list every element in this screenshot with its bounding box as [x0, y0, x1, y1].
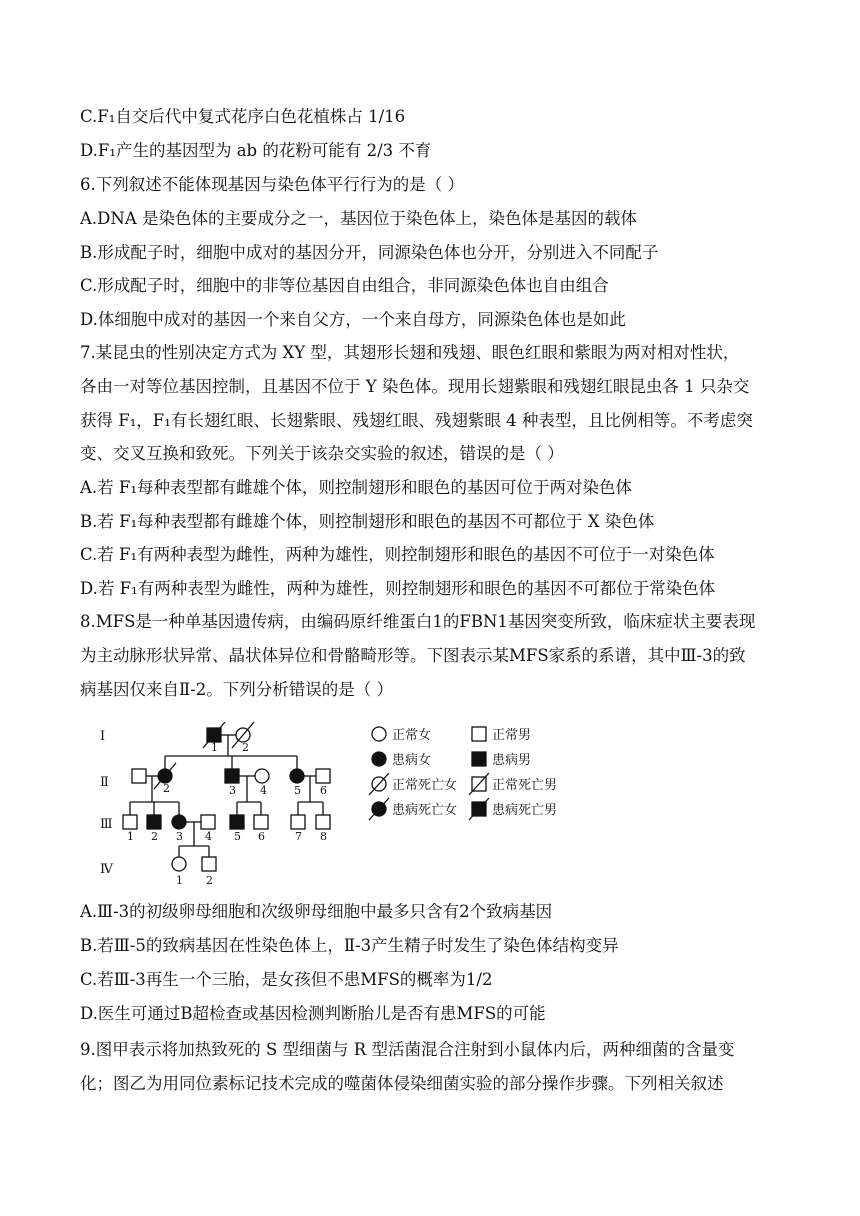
q6-stem: 6.下列叙述不能体现基因与染色体平行行为的是（ ）	[80, 175, 464, 194]
legend-affected-male-icon	[472, 752, 486, 766]
q8-stem-line1: 8.MFS是一种单基因遗传病，由编码原纤维蛋白1的FBN1基因突变所致，临床症状主要表现	[80, 612, 756, 631]
svg-text:2: 2	[163, 782, 170, 795]
g4-1-normal-female	[172, 857, 186, 871]
svg-text:2: 2	[206, 874, 213, 887]
q7-stem-line3: 获得 F₁，F₁有长翅红眼、长翅紫眼、残翅红眼、残翅紫眼 4 种表型，且比例相等。不考虑突	[80, 411, 753, 430]
svg-text:7: 7	[295, 830, 302, 843]
svg-text:1: 1	[127, 830, 134, 843]
g2-1-normal-male	[132, 769, 146, 783]
g3-4-normal-male	[201, 815, 215, 829]
svg-text:6: 6	[258, 830, 265, 843]
svg-text:5: 5	[294, 784, 301, 797]
g2-3-affected-male	[225, 769, 239, 783]
gen-label-3: Ⅲ	[100, 817, 113, 832]
g3-6-normal-male	[254, 815, 268, 829]
q8-option-a: A.Ⅲ-3的初级卵母细胞和次级卵母细胞中最多只含有2个致病基因	[80, 902, 553, 921]
gen-label-2: Ⅱ	[100, 775, 109, 790]
q6-option-b: B.形成配子时，细胞中成对的基因分开，同源染色体也分开，分别进入不同配子	[80, 243, 659, 262]
legend-dead-affected-female: 患病死亡女	[392, 803, 458, 818]
q7-stem-line1: 7.某昆虫的性别决定方式为 XY 型，其翅形长翅和残翅、眼色红眼和紫眼为两对相对性状，	[80, 343, 740, 362]
q7-option-b: B.若 F₁每种表型都有雌雄个体，则控制翅形和眼色的基因不可都位于 X 染色体	[80, 512, 655, 531]
legend-affected-female-icon	[372, 752, 386, 766]
q7-option-d: D.若 F₁有两种表型为雌性，两种为雄性，则控制翅形和眼色的基因不可都位于常染色体	[80, 579, 716, 598]
svg-text:3: 3	[229, 784, 236, 797]
g2-6-normal-male	[316, 769, 330, 783]
q5-option-c: C.F₁自交后代中复式花序白色花植株占 1/16	[80, 107, 406, 126]
q6-option-a: A.DNA 是染色体的主要成分之一，基因位于染色体上，染色体是基因的载体	[80, 209, 637, 228]
q8-option-c: C.若Ⅲ-3再生一个三胎，是女孩但不患MFS的概率为1/2	[80, 970, 493, 989]
svg-text:2: 2	[242, 741, 249, 754]
svg-text:8: 8	[320, 830, 327, 843]
legend-normal-male-icon	[472, 727, 486, 741]
q7-option-a: A.若 F₁每种表型都有雌雄个体，则控制翅形和眼色的基因可位于两对染色体	[80, 478, 632, 497]
legend-dead-normal-female: 正常死亡女	[392, 778, 458, 793]
legend-normal-female: 正常女	[392, 728, 432, 743]
legend-affected-female: 患病女	[392, 753, 432, 768]
svg-text:1: 1	[211, 741, 218, 754]
g3-3-affected-female	[172, 815, 186, 829]
legend-dead-normal-male: 正常死亡男	[492, 778, 558, 793]
q8-stem-line3: 病基因仅来自Ⅱ-2。下列分析错误的是（ ）	[80, 680, 394, 699]
legend-dead-affected-male: 患病死亡男	[492, 803, 558, 818]
q8-option-b: B.若Ⅲ-5的致病基因在性染色体上，Ⅱ-3产生精子时发生了染色体结构变异	[80, 936, 619, 955]
legend-normal-female-icon	[372, 727, 386, 741]
g3-7-normal-male	[291, 815, 305, 829]
g3-8-normal-male	[316, 815, 330, 829]
svg-text:4: 4	[205, 830, 212, 843]
svg-text:1: 1	[176, 874, 183, 887]
q7-option-c: C.若 F₁有两种表型为雌性，两种为雄性，则控制翅形和眼色的基因不可位于一对染色体	[80, 545, 715, 564]
q7-stem-line2: 各由一对等位基因控制，且基因不位于 Y 染色体。现用长翅紫眼和残翅红眼昆虫各 1 只杂交	[80, 377, 750, 396]
q8-stem-line2: 为主动脉形状异常、晶状体异位和骨骼畸形等。下图表示某MFS家系的系谱，其中Ⅲ-3的致	[80, 646, 746, 665]
g2-5-affected-female	[290, 769, 304, 783]
svg-text:4: 4	[260, 784, 267, 797]
q6-option-d: D.体细胞中成对的基因一个来自父方，一个来自母方，同源染色体也是如此	[80, 310, 626, 329]
svg-text:5: 5	[234, 830, 241, 843]
q9-stem-line2: 化；图乙为用同位素标记技术完成的噬菌体侵染细菌实验的部分操作步骤。下列相关叙述	[80, 1074, 724, 1093]
gen-label-4: Ⅳ	[100, 862, 113, 877]
gen-label-1: Ⅰ	[100, 729, 106, 744]
pedigree-diagram	[90, 718, 590, 898]
svg-text:2: 2	[151, 830, 158, 843]
g3-5-affected-male	[230, 815, 244, 829]
g3-1-normal-male	[123, 815, 137, 829]
q5-option-d: D.F₁产生的基因型为 ab 的花粉可能有 2/3 不育	[80, 141, 432, 160]
q9-stem-line1: 9.图甲表示将加热致死的 S 型细菌与 R 型活菌混合注射到小鼠体内后，两种细菌的含量变	[80, 1040, 735, 1059]
legend-normal-male: 正常男	[492, 728, 532, 743]
svg-text:6: 6	[320, 784, 327, 797]
g4-2-normal-male	[202, 857, 216, 871]
q8-option-d: D.医生可通过B超检查或基因检测判断胎儿是否有患MFS的可能	[80, 1004, 546, 1023]
g2-4-normal-female	[255, 769, 269, 783]
q7-stem-line4: 变、交叉互换和致死。下列关于该杂交实验的叙述，错误的是（ ）	[80, 444, 564, 463]
g3-2-affected-male	[147, 815, 161, 829]
q6-option-c: C.形成配子时，细胞中的非等位基因自由组合，非同源染色体也自由组合	[80, 276, 609, 295]
svg-text:3: 3	[176, 830, 183, 843]
legend-affected-male: 患病男	[492, 753, 532, 768]
